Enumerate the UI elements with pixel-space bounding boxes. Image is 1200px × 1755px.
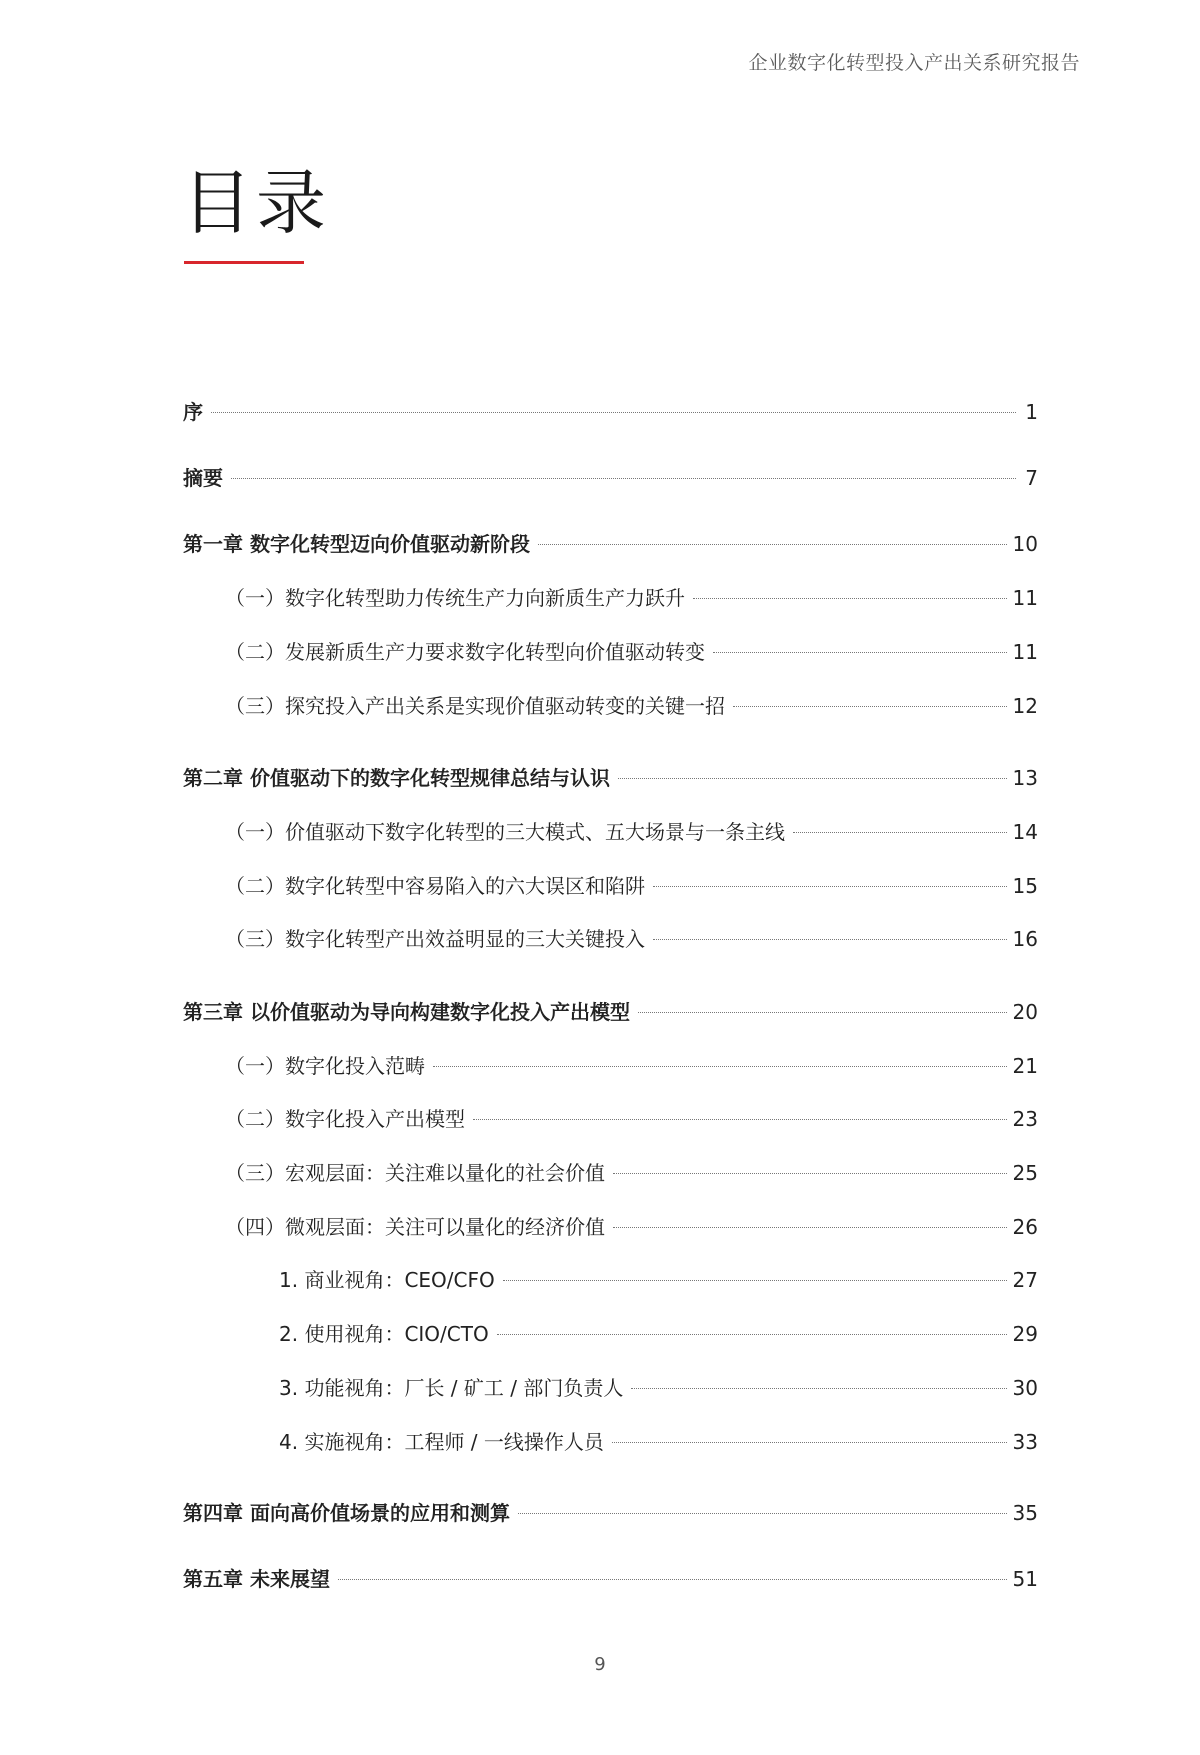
toc-entry-label: 第二章 价值驱动下的数字化转型规律总结与认识 xyxy=(183,766,610,790)
toc-entry-page: 16 xyxy=(1012,927,1038,951)
toc-entry-page: 21 xyxy=(1012,1054,1038,1078)
toc-entry[interactable] xyxy=(225,1211,1038,1240)
toc-dot-leader xyxy=(503,1280,1007,1281)
toc-entry[interactable] xyxy=(279,1372,1038,1401)
toc-entry[interactable] xyxy=(279,1264,1038,1293)
toc-entry-label: 第五章 未来展望 xyxy=(183,1567,330,1591)
toc-entry-label: （一）价值驱动下数字化转型的三大模式、五大场景与一条主线 xyxy=(225,820,785,844)
toc-entry-page: 1 xyxy=(1025,400,1038,424)
toc-entry[interactable] xyxy=(225,1050,1038,1079)
toc-entry-label: （一）数字化转型助力传统生产力向新质生产力跃升 xyxy=(225,586,685,610)
toc-entry-page: 25 xyxy=(1012,1161,1038,1185)
toc-entry-label: 3. 功能视角：厂长 / 矿工 / 部门负责人 xyxy=(279,1376,624,1400)
toc-dot-leader xyxy=(693,598,1007,599)
page-number: 9 xyxy=(594,1654,606,1675)
toc-dot-leader xyxy=(713,652,1007,653)
toc-entry-label: 第四章 面向高价值场景的应用和测算 xyxy=(183,1501,510,1525)
toc-entry-label: 第一章 数字化转型迈向价值驱动新阶段 xyxy=(183,532,530,556)
toc-entry-page: 27 xyxy=(1012,1268,1038,1292)
toc-dot-leader xyxy=(211,412,1016,413)
toc-entry-page: 20 xyxy=(1012,1000,1038,1024)
toc-entry-label: （一）数字化投入范畴 xyxy=(225,1054,425,1078)
toc-entry[interactable] xyxy=(225,690,1038,719)
toc-entry-page: 51 xyxy=(1012,1567,1038,1591)
toc-entry-label: 4. 实施视角：工程师 / 一线操作人员 xyxy=(279,1430,604,1454)
toc-dot-leader xyxy=(612,1442,1007,1443)
toc-entry-page: 30 xyxy=(1012,1376,1038,1400)
toc-entry-page: 11 xyxy=(1012,586,1038,610)
toc-entry[interactable] xyxy=(225,636,1038,665)
toc-dot-leader xyxy=(473,1119,1007,1120)
toc-entry-page: 7 xyxy=(1025,466,1038,490)
toc-entry-page: 11 xyxy=(1012,640,1038,664)
toc-entry[interactable] xyxy=(225,1103,1038,1132)
toc-dot-leader xyxy=(618,778,1007,779)
toc-dot-leader xyxy=(538,544,1007,545)
toc-dot-leader xyxy=(638,1012,1007,1013)
toc-entry-label: （四）微观层面：关注可以量化的经济价值 xyxy=(225,1215,605,1239)
toc-entry[interactable] xyxy=(225,923,1038,952)
toc-dot-leader xyxy=(338,1579,1007,1580)
toc-entry[interactable] xyxy=(225,1157,1038,1186)
toc-entry-label: （二）数字化转型中容易陷入的六大误区和陷阱 xyxy=(225,874,645,898)
report-title-header: 企业数字化转型投入产出关系研究报告 xyxy=(748,52,1080,74)
toc-entry[interactable] xyxy=(183,528,1038,557)
toc-entry-label: 第三章 以价值驱动为导向构建数字化投入产出模型 xyxy=(183,1000,630,1024)
toc-entry-page: 12 xyxy=(1012,694,1038,718)
toc-dot-leader xyxy=(733,706,1007,707)
toc-entry-label: 2. 使用视角：CIO/CTO xyxy=(279,1322,489,1346)
toc-entry-label: （三）探究投入产出关系是实现价值驱动转变的关键一招 xyxy=(225,694,725,718)
toc-entry[interactable] xyxy=(225,870,1038,899)
toc-entry[interactable] xyxy=(183,1563,1038,1592)
toc-entry-label: （三）宏观层面：关注难以量化的社会价值 xyxy=(225,1161,605,1185)
toc-entry-label: 序 xyxy=(183,400,203,424)
toc-entry-label: 摘要 xyxy=(183,466,223,490)
toc-dot-leader xyxy=(793,832,1007,833)
toc-dot-leader xyxy=(518,1513,1007,1514)
toc-entry[interactable] xyxy=(279,1426,1038,1455)
toc-entry-label: （三）数字化转型产出效益明显的三大关键投入 xyxy=(225,927,645,951)
toc-dot-leader xyxy=(631,1388,1006,1389)
toc-entry-page: 26 xyxy=(1012,1215,1038,1239)
toc-dot-leader xyxy=(653,886,1007,887)
toc-entry-page: 10 xyxy=(1012,532,1038,556)
toc-dot-leader xyxy=(231,478,1016,479)
toc-entry-page: 15 xyxy=(1012,874,1038,898)
toc-entry-label: （二）数字化投入产出模型 xyxy=(225,1107,465,1131)
toc-dot-leader xyxy=(433,1066,1007,1067)
toc-dot-leader xyxy=(653,939,1007,940)
toc-entry-page: 23 xyxy=(1012,1107,1038,1131)
toc-dot-leader xyxy=(497,1334,1007,1335)
toc-entry[interactable] xyxy=(183,996,1038,1025)
page-title: 目录 xyxy=(182,162,330,244)
toc-entry[interactable] xyxy=(225,582,1038,611)
toc-entry-page: 33 xyxy=(1012,1430,1038,1454)
toc-entry-page: 13 xyxy=(1012,766,1038,790)
toc-entry-label: （二）发展新质生产力要求数字化转型向价值驱动转变 xyxy=(225,640,705,664)
toc-entry[interactable] xyxy=(183,762,1038,791)
toc-entry[interactable] xyxy=(225,816,1038,845)
toc-entry[interactable] xyxy=(183,462,1038,491)
toc-entry-page: 29 xyxy=(1012,1322,1038,1346)
toc-entry-page: 35 xyxy=(1012,1501,1038,1525)
toc-entry-label: 1. 商业视角：CEO/CFO xyxy=(279,1268,495,1292)
toc-entry-page: 14 xyxy=(1012,820,1038,844)
toc-entry[interactable] xyxy=(183,396,1038,425)
toc-dot-leader xyxy=(613,1227,1007,1228)
toc-entry[interactable] xyxy=(279,1318,1038,1347)
toc-entry[interactable] xyxy=(183,1497,1038,1526)
toc-dot-leader xyxy=(613,1173,1007,1174)
